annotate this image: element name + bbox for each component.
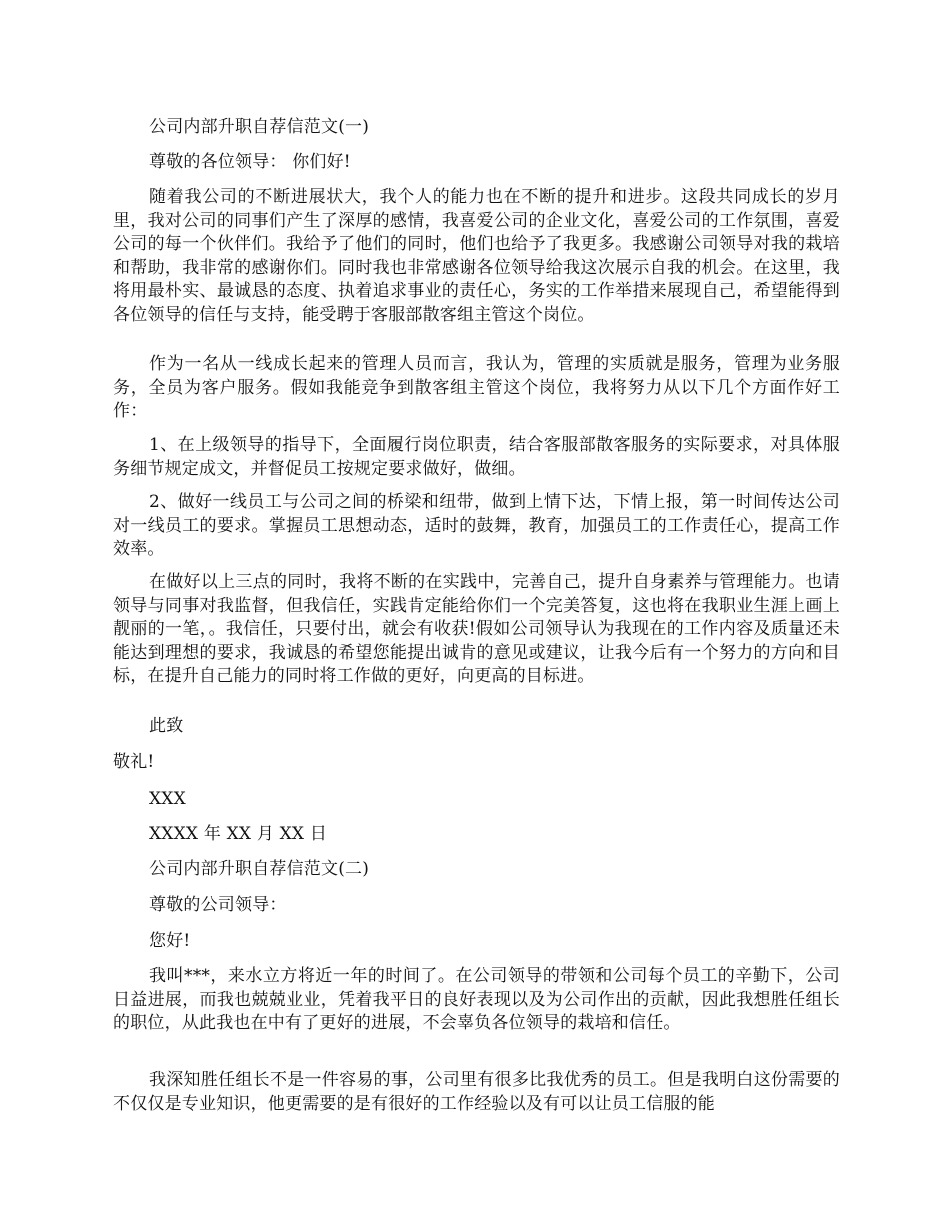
- signature-date: XXXX 年 XX 月 XX 日: [149, 824, 328, 844]
- paragraph-self-intro: 我叫***，来水立方将近一年的时间了。在公司领导的带领和公司每个员工的辛勤下，公司日益进展，而我也兢兢业业，凭着我平日的良好表现以及为公司作出的贡献，因此我想胜任组长的职位，从此我也在中有了更好的进展，不会辜负各位领导的栽培和信任。: [113, 966, 840, 1033]
- paragraph-point-one: 1、在上级领导的指导下，全面履行岗位职责，结合客服部散客服务的实际要求，对具体服务细节规定成文，并督促员工按规定要求做好，做细。: [113, 435, 840, 479]
- salutation-one: 尊敬的各位领导： 你们好!: [149, 152, 351, 172]
- closing-jing-li: 敬礼!: [113, 752, 155, 772]
- paragraph-point-two: 2、做好一线员工与公司之间的桥梁和纽带，做到上情下达，下情上报，第一时间传达公司对一线员工的要求。掌握员工思想动态，适时的鼓舞，教育，加强员工的工作责任心，提高工作效率。: [113, 492, 840, 559]
- closing-ci-zhi: 此致: [149, 716, 184, 736]
- paragraph-management: 作为一名从一线成长起来的管理人员而言，我认为，管理的实质就是服务，管理为业务服务，全员为客户服务。假如我能竞争到散客组主管这个岗位，我将努力从以下几个方面作好工作：: [113, 354, 840, 421]
- signature-name: XXX: [149, 789, 186, 809]
- greeting-two: 您好!: [149, 931, 191, 951]
- heading-letter-one: 公司内部升职自荐信范文(一): [149, 117, 370, 137]
- heading-letter-two: 公司内部升职自荐信范文(二): [149, 859, 370, 879]
- paragraph-qualification: 我深知胜任组长不是一件容易的事，公司里有很多比我优秀的员工。但是我明白这份需要的不仅仅是专业知识，他更需要的是有很好的工作经验以及有可以让员工信服的能: [113, 1070, 840, 1114]
- salutation-two: 尊敬的公司领导：: [149, 895, 287, 915]
- paragraph-summary: 在做好以上三点的同时，我将不断的在实践中，完善自己，提升自身素养与管理能力。也请领导与同事对我监督，但我信任，实践肯定能给你们一个完美答复，这也将在我职业生涯上画上靓丽的一笔，。我信任，只要付出，就会有收获!假如公司领导认为我现在的工作内容及质量还未能达到理想的要求，我诚恳的希望您能提出诚肯的意见或建议，让我今后有一个努力的方向和目标，在提升自己能力的同时将工作做的更好，向更高的目标进。: [113, 572, 840, 686]
- paragraph-intro: 随着我公司的不断进展状大，我个人的能力也在不断的提升和进步。这段共同成长的岁月里，我对公司的同事们产生了深厚的感情，我喜爱公司的企业文化，喜爱公司的工作氛围，喜爱公司的每一个伙伴们。我给予了他们的同时，他们也给予了我更多。我感谢公司领导对我的栽培和帮助，我非常的感谢你们。同时我也非常感谢各位领导给我这次展示自我的机会。在这里，我将用最朴实、最诚恳的态度、执着追求事业的责任心，务实的工作举措来展现自己，希望能得到各位领导的信任与支持，能受聘于客服部散客组主管这个岗位。: [113, 187, 840, 325]
